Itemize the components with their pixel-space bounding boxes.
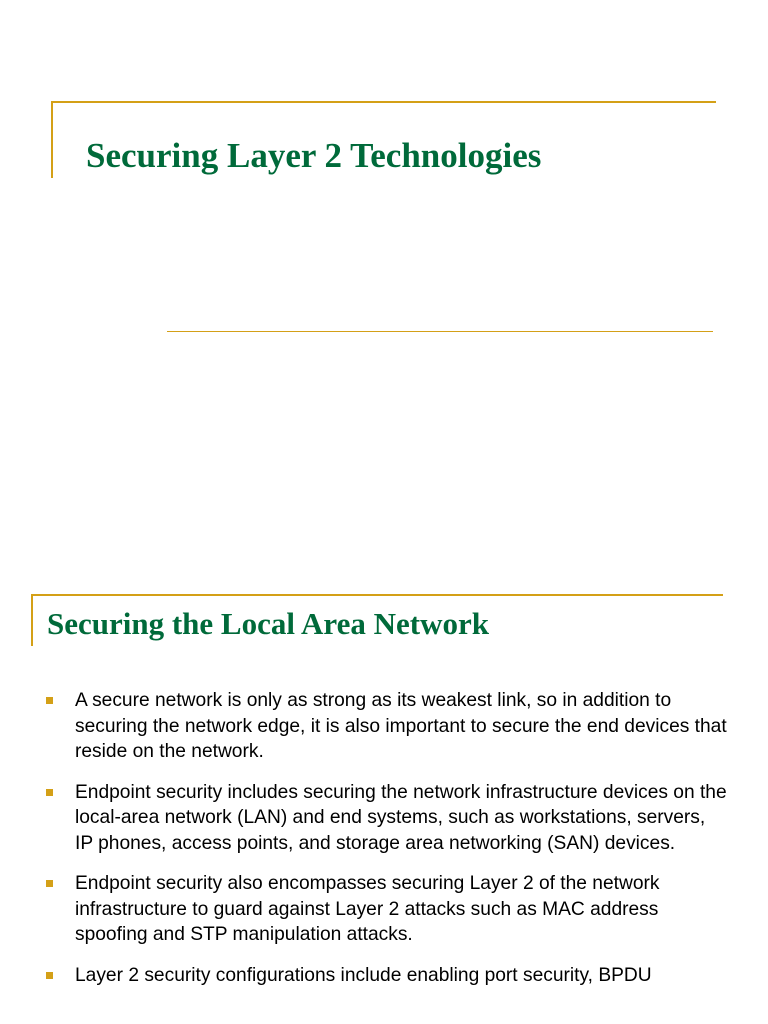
bullet-list <box>0 688 768 1003</box>
left-accent-line <box>31 594 33 646</box>
slide-title: Securing Layer 2 Technologies <box>86 136 542 175</box>
left-accent-line <box>51 101 53 178</box>
subtitle-divider-line <box>167 331 713 332</box>
slide-title: Securing the Local Area Network <box>47 606 489 641</box>
bullet-text: A secure network is only as strong as its weakest link, so in addition to securing the network edge, it is also important to secure the end devices that reside on the network. <box>75 690 727 762</box>
bullet-item <box>0 780 768 857</box>
top-accent-line <box>51 101 716 103</box>
square-bullet-icon <box>46 697 53 704</box>
bullet-item <box>0 871 768 948</box>
square-bullet-icon <box>46 880 53 887</box>
bullet-item <box>0 963 768 989</box>
square-bullet-icon <box>46 972 53 979</box>
bullet-text: Endpoint security also encompasses securing Layer 2 of the network infrastructure to guard against Layer 2 attacks such as MAC address spoofing and STP manipulation attacks. <box>75 873 660 945</box>
bullet-text: Endpoint security includes securing the network infrastructure devices on the local-area network (LAN) and end systems, such as workstations, servers, IP phones, access points, and storage area networking (SAN) devices. <box>75 781 727 854</box>
square-bullet-icon <box>46 789 53 796</box>
content-slide <box>0 560 768 1024</box>
top-accent-line <box>31 594 723 596</box>
bullet-text: Layer 2 security configurations include enabling port security, BPDU <box>75 964 652 986</box>
bullet-item <box>0 688 768 765</box>
